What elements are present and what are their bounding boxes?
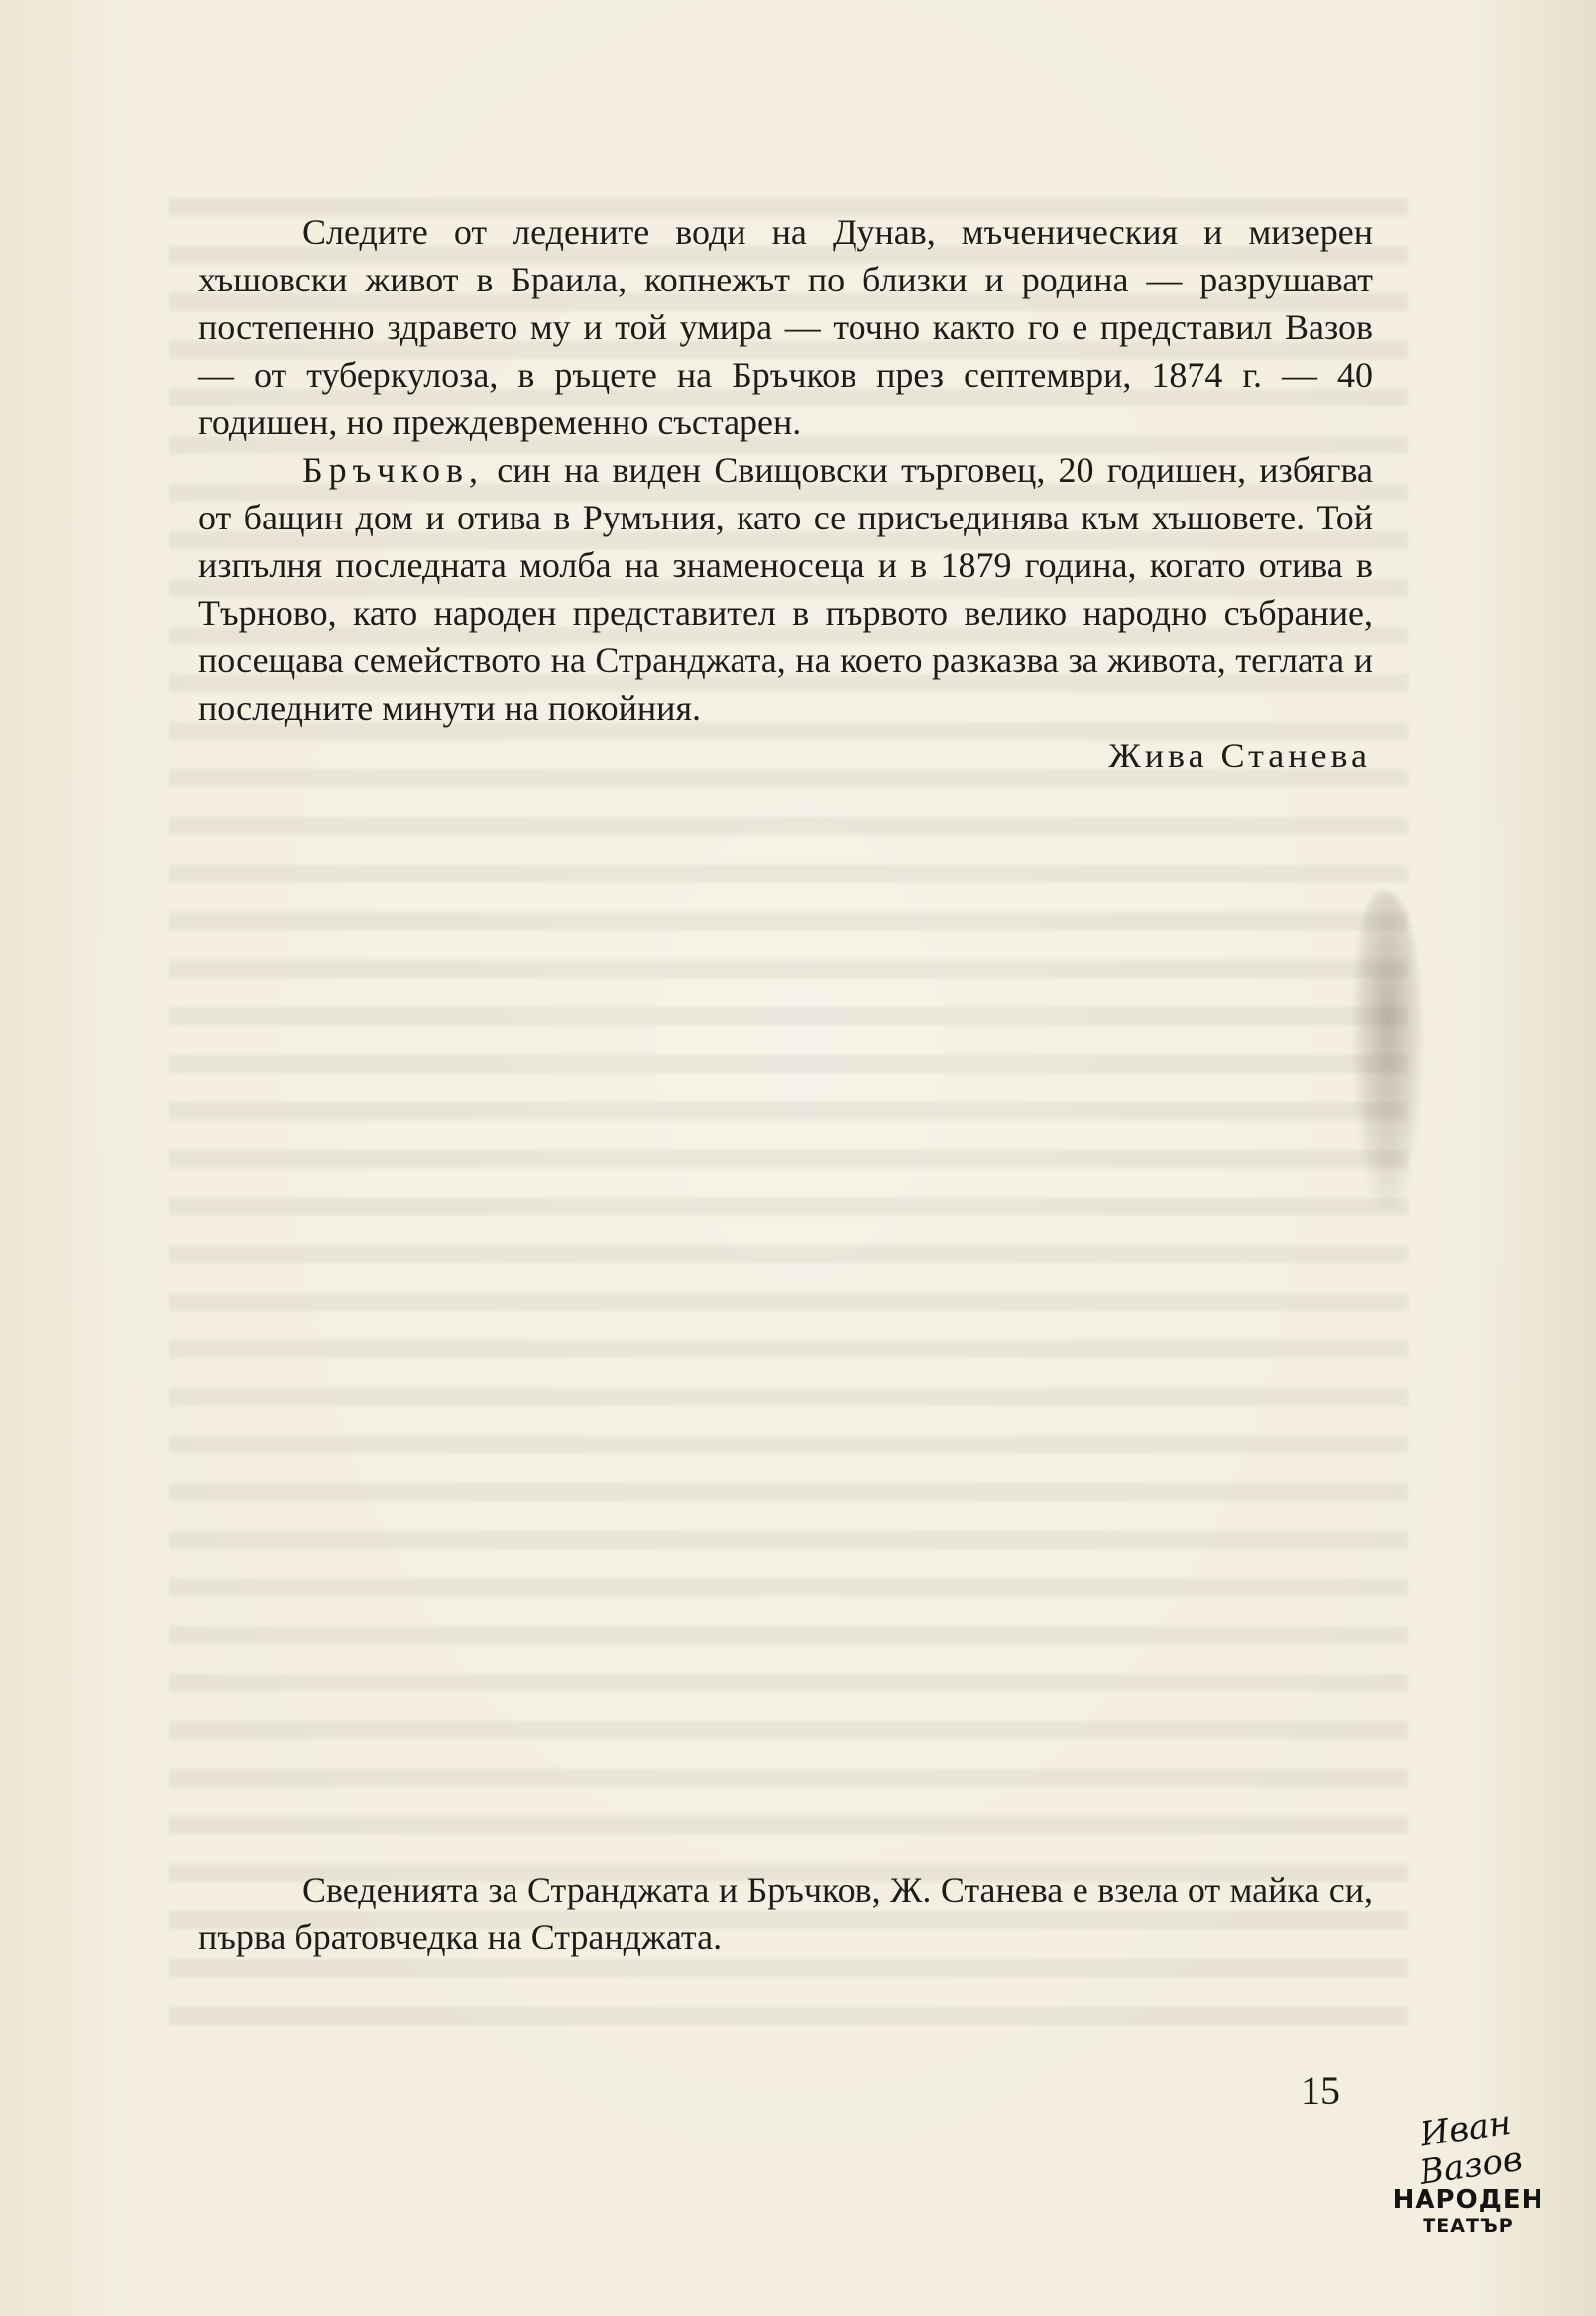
page-number: 15 [1301, 2068, 1340, 2113]
logo-name: НАРОДЕН [1392, 2185, 1544, 2215]
logo-script: Иван Вазов [1417, 2102, 1525, 2193]
national-theatre-logo [1374, 2102, 1562, 2237]
ink-smudge [1353, 892, 1423, 1210]
source-note: Сведенията за Странджата и Бръчков, Ж. Станева е взела от майка си, първа братовчедка на Странджата. [198, 1870, 1373, 1957]
paragraph-brachkov-text: син на виден Свищовски търговец, 20 годишен, избягва от бащин дом и отива в Румъния, като се присъединява към хъшовете. Той изпълня последната молба на знаменосеца и в 1879 година, когато отива в Търново, като народен представител в първото велико народно събрание, посещава семейството на Странджата, на което разказва за живота, теглата и последните минути на покойния. [198, 450, 1373, 728]
paragraph-brachkov [198, 446, 1373, 732]
source-note-block [198, 1866, 1373, 1961]
logo-subtitle: ТЕАТЪР [1423, 2215, 1514, 2237]
author-signature: Жива Станева [1108, 736, 1371, 775]
main-text [198, 208, 1373, 779]
paragraph-death-of-strandzhata: Следите от ледените води на Дунав, мъченическия и мизерен хъшовски живот в Браила, копнежът по близки и родина — разрушават постепенно здравето му и той умира — точно както го е представил Вазов — от туберкулоза, в ръцете на Бръчков през септември, 1874 г. — 40 годишен, но преждевременно състарен. [198, 212, 1373, 442]
brachkov-name: Бръчков, [302, 450, 485, 490]
